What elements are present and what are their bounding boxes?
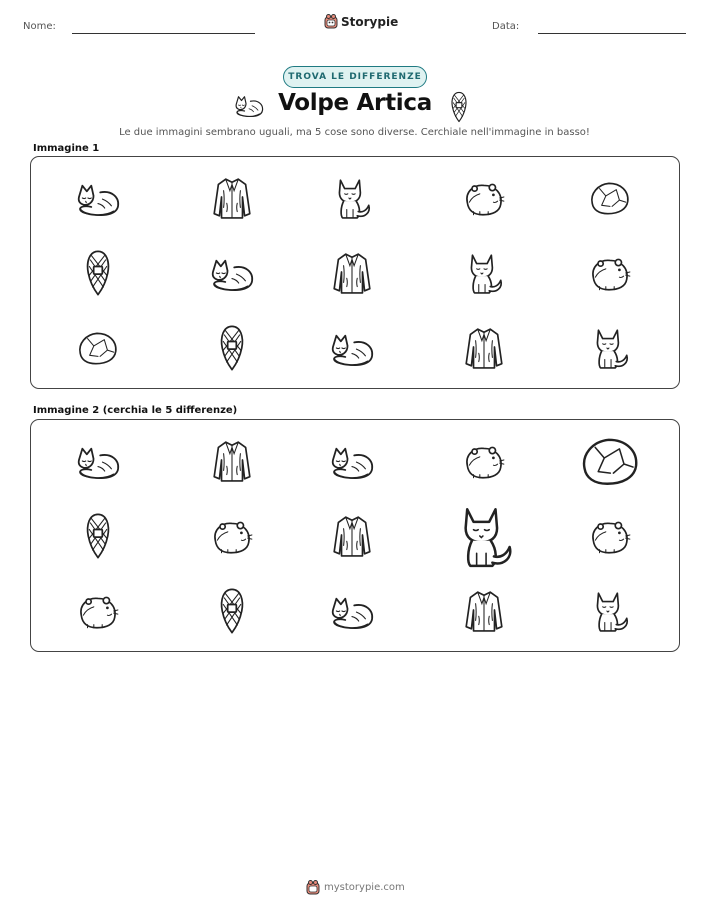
rock-icon xyxy=(75,328,121,368)
snowshoe-icon xyxy=(219,323,245,373)
fur-coat-icon xyxy=(330,251,374,295)
snowshoe-icon xyxy=(450,91,468,123)
footer xyxy=(306,880,405,895)
hamster-icon xyxy=(587,254,633,292)
snowshoe-icon[interactable] xyxy=(219,586,245,636)
storypie-mascot-icon xyxy=(306,880,320,895)
hamster-icon[interactable] xyxy=(75,592,121,630)
brand-name: Storypie xyxy=(341,14,399,29)
footer-url[interactable]: mystorypie.com xyxy=(324,882,405,893)
fur-coat-icon[interactable] xyxy=(462,589,506,633)
sleeping-fox-icon xyxy=(234,92,264,118)
hamster-icon[interactable] xyxy=(209,517,255,555)
sleeping-fox-icon xyxy=(75,179,121,217)
sitting-fox-icon[interactable] xyxy=(589,589,631,633)
sitting-fox-icon xyxy=(463,251,505,295)
storypie-mascot-icon xyxy=(324,14,338,29)
rock-icon xyxy=(587,178,633,218)
snowshoe-icon[interactable] xyxy=(85,511,111,561)
name-label: Nome: xyxy=(23,21,56,32)
fur-coat-icon[interactable] xyxy=(330,514,374,558)
rock-icon[interactable] xyxy=(577,432,644,490)
hamster-icon[interactable] xyxy=(587,517,633,555)
brand-logo xyxy=(324,14,398,29)
name-field[interactable] xyxy=(72,33,255,34)
instructions: Le due immagini sembrano uguali, ma 5 cose sono diverse. Cerchiale nell'immagine in basso! xyxy=(119,127,590,138)
fur-coat-icon xyxy=(210,176,254,220)
panel-2-label: Immagine 2 (cerchia le 5 differenze) xyxy=(33,405,238,416)
page-title: Volpe Artica xyxy=(278,90,432,116)
sleeping-fox-icon[interactable] xyxy=(329,442,375,480)
fur-coat-icon[interactable] xyxy=(210,439,254,483)
snowshoe-icon xyxy=(85,248,111,298)
hamster-icon xyxy=(461,179,507,217)
sitting-fox-icon xyxy=(589,326,631,370)
sleeping-fox-icon xyxy=(209,254,255,292)
sleeping-fox-icon[interactable] xyxy=(75,442,121,480)
sitting-fox-icon xyxy=(331,176,373,220)
hamster-icon[interactable] xyxy=(461,442,507,480)
panel-1-label: Immagine 1 xyxy=(33,143,100,154)
date-label: Data: xyxy=(492,21,520,32)
sitting-fox-icon[interactable] xyxy=(453,503,516,569)
date-field[interactable] xyxy=(538,33,686,34)
activity-badge: TROVA LE DIFFERENZE xyxy=(283,66,427,88)
sleeping-fox-icon[interactable] xyxy=(329,592,375,630)
sleeping-fox-icon xyxy=(329,329,375,367)
fur-coat-icon xyxy=(462,326,506,370)
